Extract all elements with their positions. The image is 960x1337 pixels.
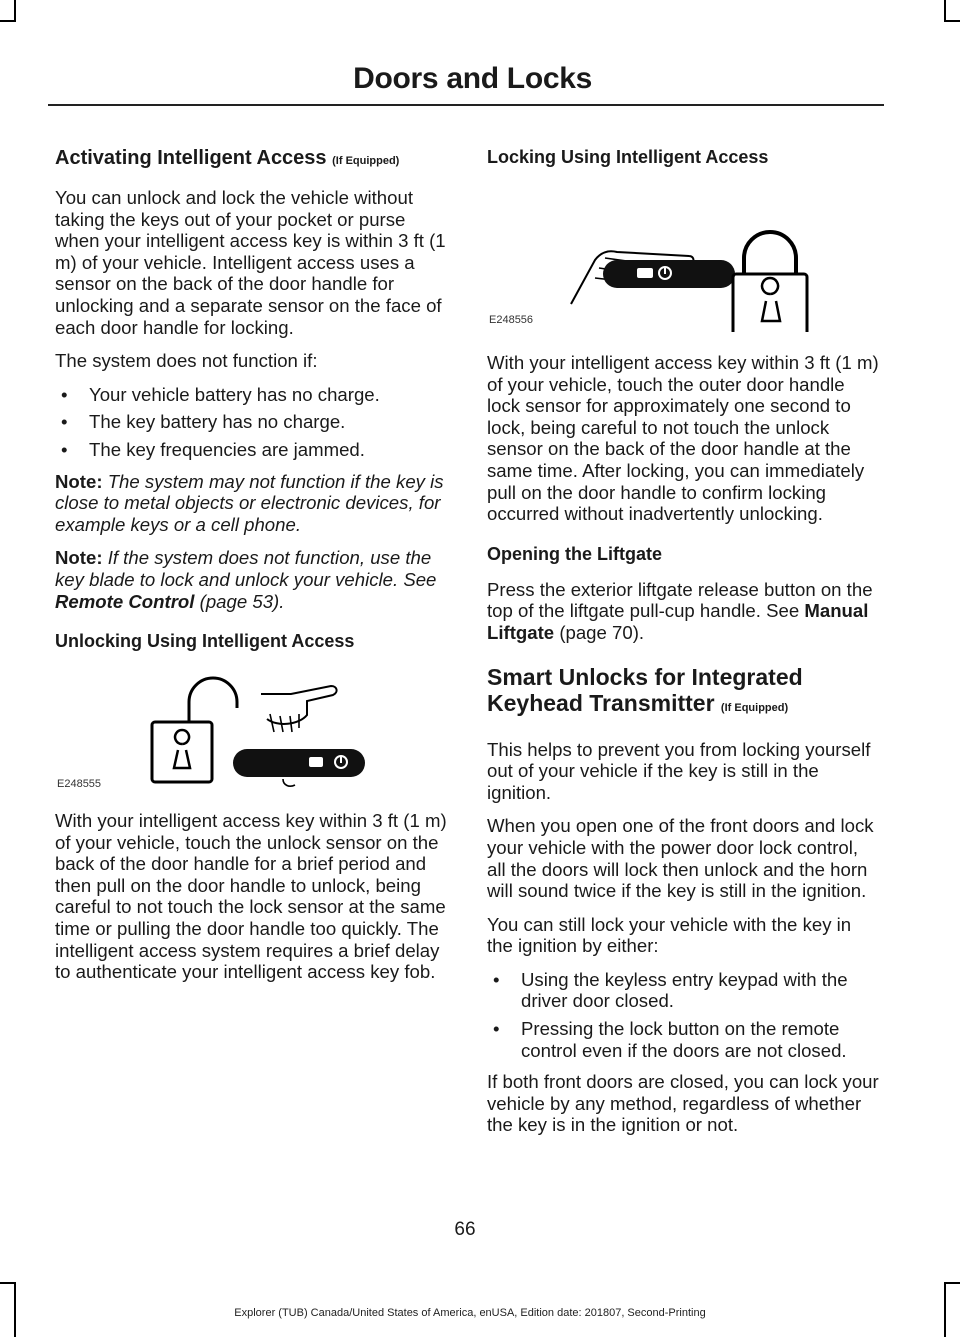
list-item: • The key battery has no charge. [55,411,449,433]
note: Note: If the system does not function, use the key blade to lock and unlock your vehicle. See Remote Control (page 53). [55,547,437,612]
crop-mark [944,1282,960,1284]
paragraph: You can unlock and lock the vehicle without taking the keys out of your pocket or purse when your intelligent access key is within 3 ft (1 m) of your vehicle. Intelligent access uses a sensor on the back of the door handle for unlocking and a separate sensor on the face of each door handle for locking. [55,187,446,338]
section-heading-unlocking: Unlocking Using Intelligent Access [55,631,355,652]
section-heading-smart-unlocks: Smart Unlocks for Integrated Keyhead Transmitter (If Equipped) [487,663,803,716]
list-item: • The key frequencies are jammed. [55,439,449,461]
door-handle-icon [233,749,365,777]
paragraph: With your intelligent access key within 3 ft (1 m) of your vehicle, touch the outer door handle lock sensor for approximately one second to lock, being careful to not touch the unlock sensor on the back of the door handle at the same time. After locking, you can immediately pull on the door handle to confirm locking occurred without inadvertently unlocking. [487,352,879,525]
section-heading-locking: Locking Using Intelligent Access [487,147,769,167]
crop-mark [944,1282,946,1337]
unlock-illustration [55,666,449,796]
figure-lock [487,182,881,332]
list-item: • Pressing the lock button on the remote control even if the doors are not closed. [487,1018,881,1061]
page-title: Doors and Locks [353,62,592,95]
right-column [487,146,881,1148]
list-item: • Your vehicle battery has no charge. [55,384,449,406]
crop-mark [944,20,960,22]
crop-mark [0,1282,16,1284]
paragraph: The system does not function if: [55,350,318,372]
crop-mark [0,20,16,22]
note: Note: The system may not function if the key is close to metal objects or electronic devices, for example keys or a cell phone. [55,470,444,535]
bullet-list [55,384,449,461]
figure-code: E248555 [57,778,102,791]
locked-padlock-icon [733,232,807,332]
list-item: • Using the keyless entry keypad with the driver door closed. [487,969,881,1012]
page-number: 66 [454,1219,476,1240]
paragraph: If both front doors are closed, you can lock your vehicle by any method, regardless of whether the key is in the ignition or not. [487,1071,879,1136]
header-divider [48,104,884,106]
figure-code: E248556 [489,314,534,326]
paragraph: Press the exterior liftgate release button on the top of the liftgate pull-cup handle. See Manual Liftgate (page 70). [487,578,873,643]
left-column [55,146,449,995]
lock-illustration [487,182,881,332]
cross-reference-link[interactable]: Remote Control [55,590,195,612]
crop-mark [14,0,16,22]
unlocked-padlock-icon [152,678,237,782]
paragraph: With your intelligent access key within 3 ft (1 m) of your vehicle, touch the unlock sensor on the back of the door handle for a brief period and then pull on the door handle to unlock, being careful to not touch the lock sensor at the same time or pulling the door handle too quickly. The intelligent access system requires a brief delay to authenticate your intelligent access key fob. [55,810,447,983]
crop-mark [944,0,946,22]
figure-unlock [55,666,449,796]
paragraph: You can still lock your vehicle with the key in the ignition by either: [487,913,852,957]
paragraph: This helps to prevent you from locking yourself out of your vehicle if the key is still in the ignition. [487,738,871,803]
footer-text: Explorer (TUB) Canada/United States of America, enUSA, Edition date: 201807, Second-Printing [234,1307,706,1319]
door-handle-icon [603,260,735,288]
section-heading-activating: Activating Intelligent Access (If Equipped) [55,147,400,169]
bullet-list [487,969,881,1061]
paragraph: When you open one of the front doors and lock your vehicle with the power door lock control, all the doors will lock then unlock and the horn will sound twice if the key is still in the ignition. [487,815,874,902]
cross-reference-link[interactable]: Manual Liftgate [487,600,869,643]
section-heading-liftgate: Opening the Liftgate [487,543,662,564]
